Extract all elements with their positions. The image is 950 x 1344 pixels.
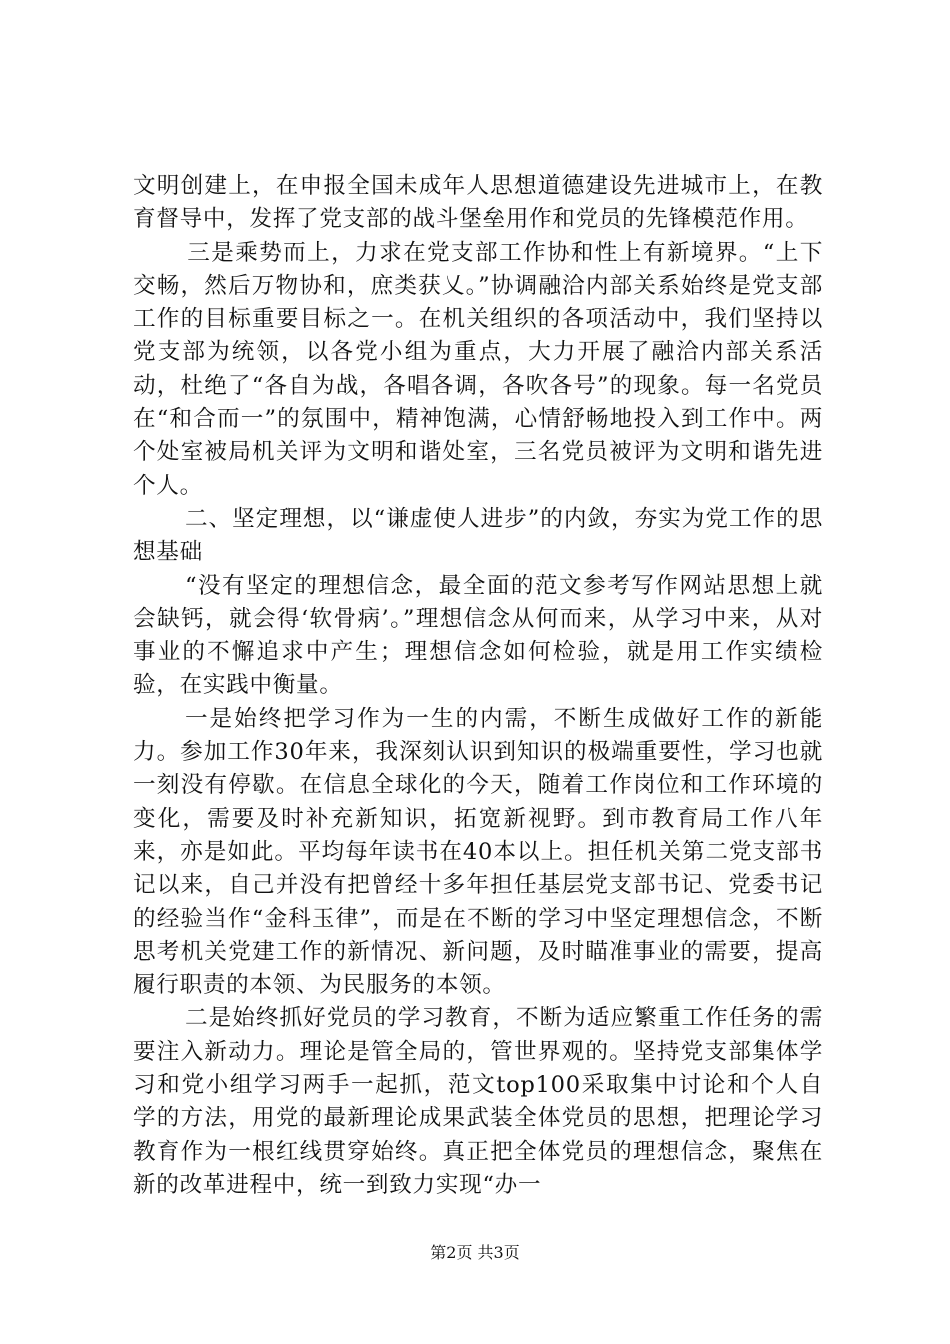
- section-heading: 二、坚定理想，以“谦虚使人进步”的内敛，夯实为党工作的思想基础: [133, 505, 823, 566]
- paragraph: 一是始终把学习作为一生的内需，不断生成做好工作的新能力。参加工作30年来，我深刻认识到知识的极端重要性，学习也就一刻没有停歇。在信息全球化的今天，随着工作岗位和工作环境的变化，需要及时补充新知识，拓宽新视野。到市教育局工作八年来，亦是如此。平均每年读书在40本以上。担任机关第二党支部书记以来，自己并没有把曾经十多年担任基层党支部书记、党委书记的经验当作“金科玉律”，而是在不断的学习中坚定理想信念，不断思考机关党建工作的新情况、新问题，及时瞄准事业的需要，提高履行职责的本领、为民服务的本领。: [133, 705, 823, 999]
- document-body: [133, 170, 823, 1202]
- paragraph: 三是乘势而上，力求在党支部工作协和性上有新境界。“上下交畅，然后万物协和，庶类获乂。”协调融洽内部关系始终是党支部工作的目标重要目标之一。在机关组织的各项活动中，我们坚持以党支部为统领，以各党小组为重点，大力开展了融洽内部关系活动，杜绝了“各自为战，各唱各调，各吹各号”的现象。每一名党员在“和合而一”的氛围中，精神饱满，心情舒畅地投入到工作中。两个处室被局机关评为文明和谐处室，三名党员被评为文明和谐先进个人。: [133, 239, 823, 499]
- page-footer: 第2页 共3页: [430, 1243, 520, 1262]
- paragraph: “没有坚定的理想信念，最全面的范文参考写作网站思想上就会缺钙，就会得‘软骨病’。”理想信念从何而来，从学习中来，从对事业的不懈追求中产生；理想信念如何检验，就是用工作实绩检验，在实践中衡量。: [133, 572, 823, 699]
- paragraph: 二是始终抓好党员的学习教育，不断为适应繁重工作任务的需要注入新动力。理论是管全局的，管世界观的。坚持党支部集体学习和党小组学习两手一起抓，范文top100采取集中讨论和个人自学的方法，用党的最新理论成果武装全体党员的思想，把理论学习教育作为一根红线贯穿始终。真正把全体党员的理想信念，聚焦在新的改革进程中，统一到致力实现“办一: [133, 1005, 823, 1198]
- paragraph: 文明创建上，在申报全国未成年人思想道德建设先进城市上，在教育督导中，发挥了党支部的战斗堡垒用作和党员的先锋模范作用。: [133, 173, 823, 233]
